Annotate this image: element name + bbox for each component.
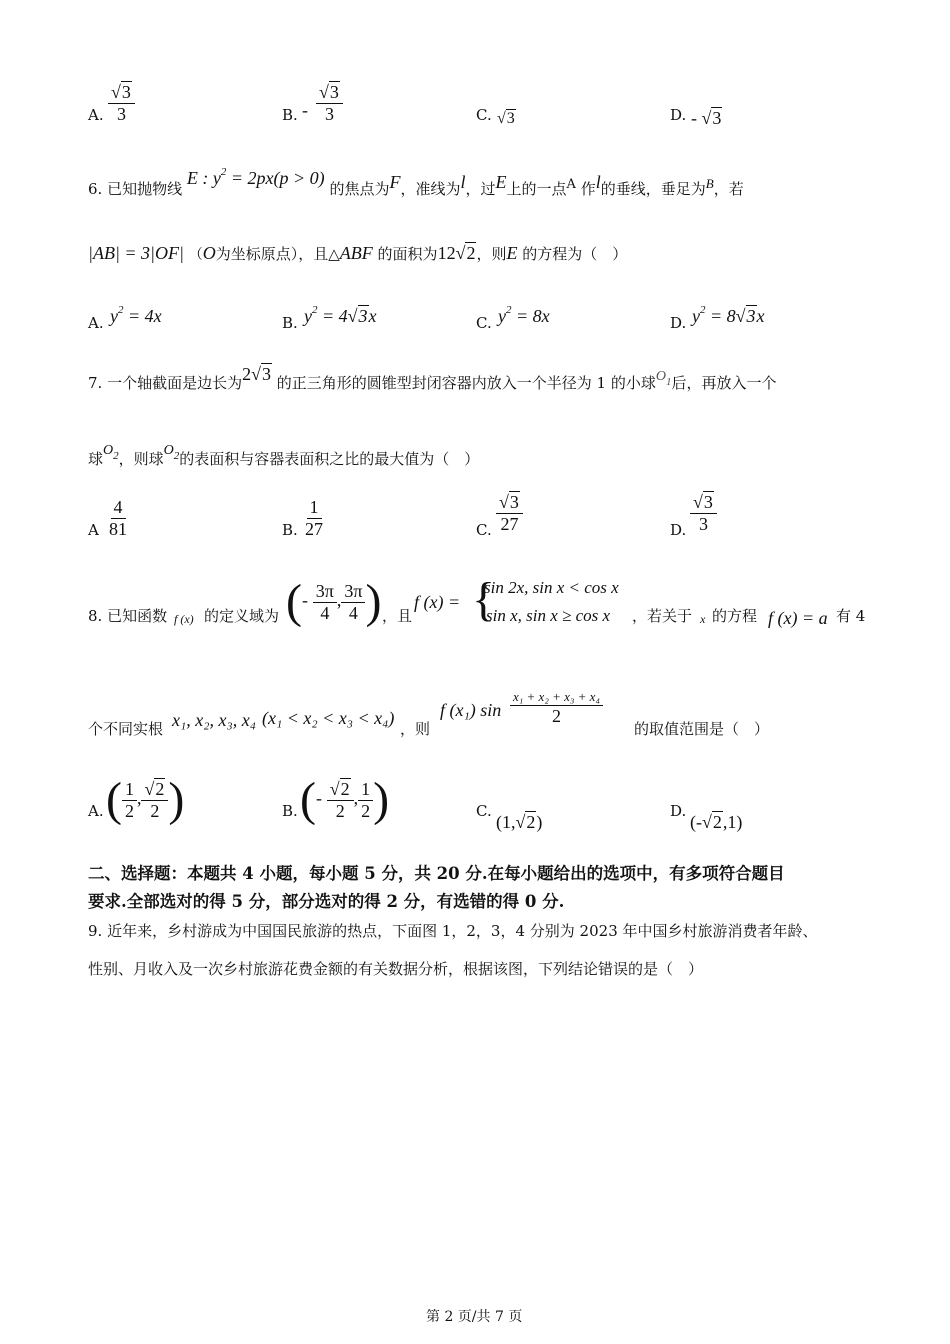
q8-case-1: sin 2x, sin x < cos x: [484, 578, 619, 597]
q5-option-c-value: √3: [497, 110, 515, 127]
q5-option-a-value: $\frac{√3}{3}$: [108, 82, 135, 124]
q8-order: (x₁ < x₂ < x₃ < x₄): [262, 708, 395, 728]
q8-then: ，则: [400, 720, 431, 738]
q8-if-text: ，若关于: [632, 607, 693, 625]
q5-option-c-label: C.: [476, 106, 492, 124]
q8-case-2: sin x, sin x ≥ cos x: [486, 606, 611, 625]
q7-option-c-label: C.: [476, 521, 492, 539]
page-footer: 第 2 页/共 7 页: [426, 1309, 523, 1325]
q5-option-b-sign: -: [302, 100, 308, 120]
q6-option-a-value: $y^2 = 4x$: [110, 304, 162, 326]
q6-option-b-label: B.: [282, 314, 298, 332]
q5-option-a-label: A.: [88, 106, 104, 124]
q8-option-d-value: (-√2,1): [690, 812, 743, 832]
q6-option-a-label: A.: [88, 314, 104, 332]
q6-option-d-label: D.: [670, 314, 687, 332]
q8-option-c-value: (1,√2): [496, 812, 543, 832]
q6-line1: 6. 已知抛物线 E : $y^2 = 2px(p > 0)$ 的焦点为F，准线为l，过E上的一点A 作l的垂线，垂足为B，若: [88, 166, 744, 198]
q8-domain: (- $\frac{3\pi}{4}$ , $\frac{3\pi}{4}$ ): [286, 575, 382, 628]
q8-eq-text: 的方程: [712, 607, 758, 625]
q6-option-c-label: C.: [476, 314, 492, 332]
q7-option-b-label: B.: [282, 521, 298, 539]
q5-option-d-label: D.: [670, 106, 687, 124]
q8-x: x: [700, 612, 706, 626]
q8-option-a-label: A.: [88, 802, 104, 820]
q8-intro: 8. 已知函数: [88, 607, 168, 625]
section2-line1: 二、选择题：本题共 4 小题，每小题 5 分，共 20 分.在每小题给出的选项中，有多项符合题目: [88, 864, 785, 883]
q8-option-a-value: ( $\frac{1}{2}$ , $\frac{√2}{2}$ ): [106, 773, 185, 826]
q7-option-d-label: D.: [670, 521, 687, 539]
q8-option-c-label: C.: [476, 802, 492, 820]
q8-feq: f (x) =: [414, 592, 461, 612]
q7-option-a-label: A: [88, 521, 99, 539]
q8-brace: {: [472, 573, 496, 626]
q7-option-b-value: $\frac{1}{27}$: [305, 497, 323, 539]
q8-roots-text: 个不同实根: [88, 720, 164, 738]
q8-fx: f (x): [174, 612, 194, 626]
q8-domain-text: 的定义域为: [204, 607, 280, 625]
q8-roots: x₁, x₂, x₃, x₄: [172, 710, 256, 730]
q6-option-d-value: $y^2 = 8√3x$: [692, 304, 765, 326]
q7-option-c-value: $\frac{√3}{27}$: [496, 492, 523, 534]
q7-option-d-value: $\frac{√3}{3}$: [690, 492, 717, 534]
q8-option-b-label: B.: [282, 802, 298, 820]
q7-line1: 7. 一个轴截面是边长为2√3 的正三角形的圆锥型封闭容器内放入一个半径为 1 的小球$O_1$后，再放入一个: [88, 364, 777, 392]
q8-and: ，且: [382, 607, 413, 625]
q8-range-text: 的取值范围是（ ）: [634, 720, 770, 738]
q8-expr-frac: x₁ + x₂ + x₃ + x₄ 2: [510, 690, 603, 727]
q6-option-b-value: $y^2 = 4√3x$: [304, 304, 377, 326]
q5-option-b-label: B.: [282, 106, 298, 124]
q8-has4: 有 4: [836, 607, 866, 625]
q5-option-d-value: - √3: [691, 108, 722, 128]
q7-line2: 球$O_2$，则球$O_2$的表面积与容器表面积之比的最大值为（ ）: [88, 443, 480, 468]
q8-option-d-label: D.: [670, 802, 687, 820]
section2-line2: 要求.全部选对的得 5 分，部分选对的得 2 分，有选错的得 0 分.: [88, 892, 565, 911]
q6-line2: |AB| = 3|OF| （O为坐标原点），且△ABF 的面积为12√2，则E 的方程为（ ）: [88, 243, 628, 263]
q8-expr: f (x₁) sin: [440, 700, 502, 720]
q7-option-a-value: $\frac{4}{81}$: [109, 497, 127, 539]
q8-option-b-value: (- $\frac{√2}{2}$ , $\frac{1}{2}$ ): [300, 773, 390, 826]
q6-option-c-value: $y^2 = 8x$: [498, 304, 550, 326]
q5-option-b-value: $\frac{√3}{3}$: [316, 82, 343, 124]
q8-eqa: f (x) = a: [768, 608, 828, 628]
q9-line1: 9. 近年来，乡村游成为中国国民旅游的热点，下面图 1，2，3，4 分别为 2023 年中国乡村旅游消费者年龄、: [88, 922, 818, 940]
q9-line2: 性别、月收入及一次乡村旅游花费金额的有关数据分析，根据该图，下列结论错误的是（ ）: [88, 960, 704, 978]
